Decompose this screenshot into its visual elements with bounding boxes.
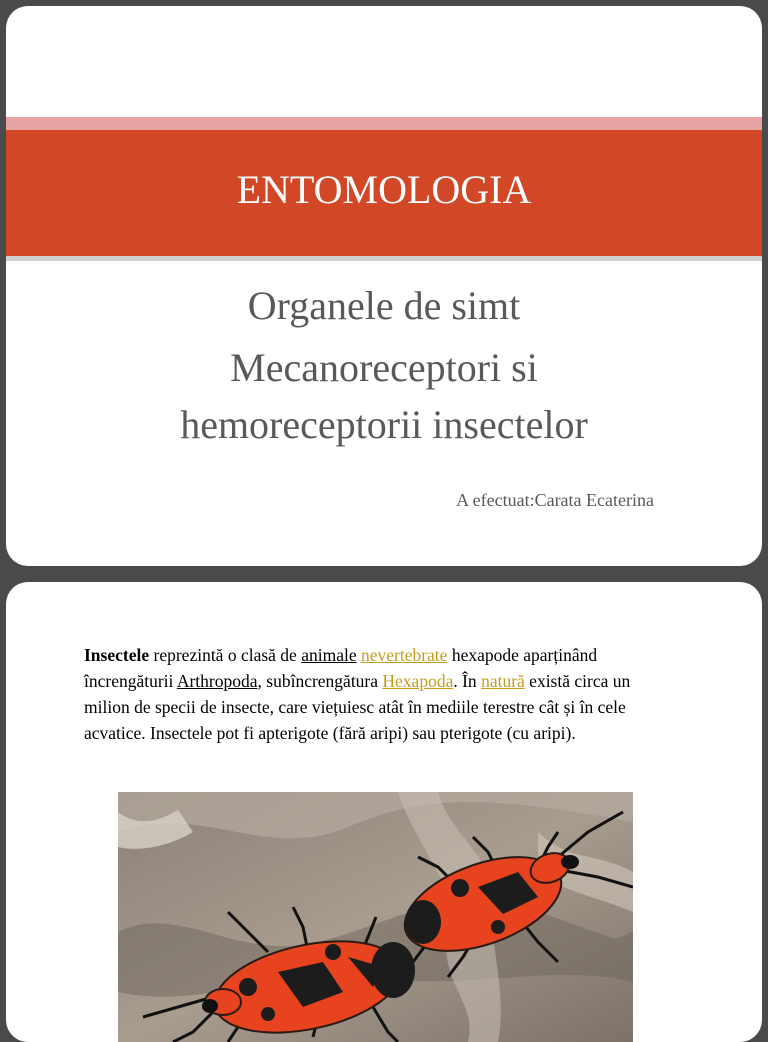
subtitle-line-2: Mecanoreceptori si	[230, 345, 538, 390]
text-segment: hexapode aparținând încrengăturii	[84, 645, 598, 691]
link-natura[interactable]: natură	[481, 671, 525, 691]
accent-stripe	[6, 117, 762, 130]
intro-paragraph	[84, 642, 662, 746]
firebug-photo	[118, 792, 633, 1042]
link-hexapoda[interactable]: Hexapoda	[382, 671, 454, 691]
slide-title: ENTOMOLOGIA	[236, 167, 532, 212]
subtitle-line-1: Organele de simt	[247, 283, 521, 328]
subtitle-line-3: hemoreceptorii insectelor	[180, 402, 588, 447]
title-slide	[6, 6, 762, 566]
author-credit: A efectuat:Carata Ecaterina	[456, 490, 654, 510]
link-nevertebrate[interactable]: nevertebrate	[360, 645, 448, 665]
term-insectele: Insectele	[84, 645, 150, 665]
text-segment: , subîncrengătura	[257, 671, 383, 691]
link-animale[interactable]: animale	[301, 645, 357, 665]
banner-shadow	[6, 256, 762, 261]
text-segment: reprezintă o clasă de	[149, 645, 302, 665]
content-slide	[6, 582, 762, 1042]
text-segment: există circa un milion de specii de insecte, care viețuiesc atât în mediile terestre cât și în cele acvatice. Insectele pot fi apterigote (fără aripi) sau pterigote (cu aripi).	[84, 671, 631, 743]
text-segment: . În	[453, 671, 482, 691]
link-arthropoda[interactable]: Arthropoda	[176, 671, 258, 691]
